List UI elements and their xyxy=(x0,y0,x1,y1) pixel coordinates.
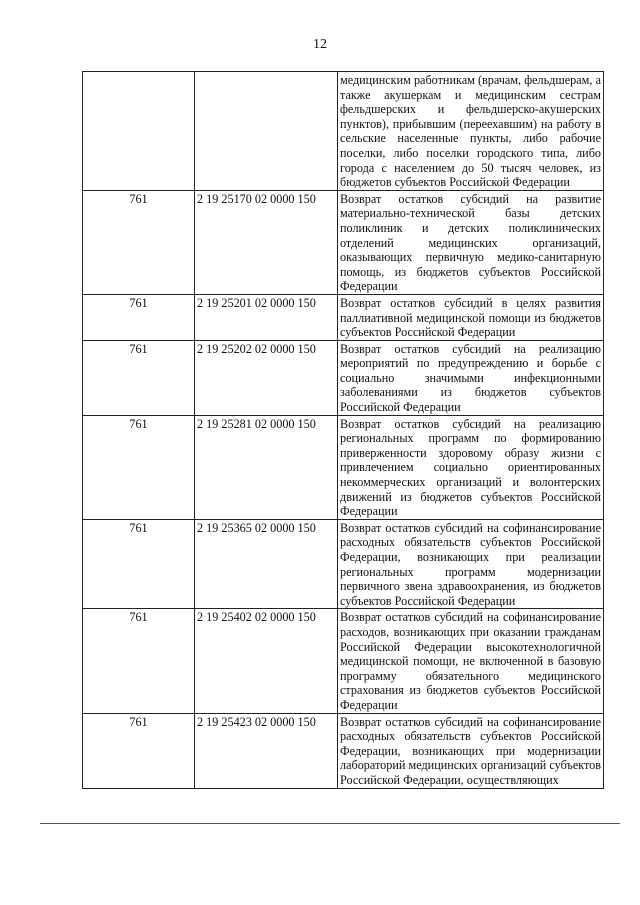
admin-code-cell: 761 xyxy=(83,713,195,788)
budget-code-cell: 2 19 25423 02 0000 150 xyxy=(195,713,338,788)
revenue-name-cell: Возврат остатков субсидий на софинансирование расходов, возникающих при оказании гражданам Российской Федерации высокотехнологичной медицинской помощи, не включенной в базовую программу обязательного медицинского страхования из бюджетов субъектов Российской Федерации xyxy=(338,609,604,713)
admin-code-cell: 761 xyxy=(83,519,195,609)
budget-code-cell: 2 19 25201 02 0000 150 xyxy=(195,294,338,340)
admin-code-cell: 761 xyxy=(83,190,195,294)
budget-codes-table xyxy=(82,71,604,789)
revenue-name-cell: Возврат остатков субсидий на реализацию мероприятий по предупреждению и борьбе с социально значимыми инфекционными заболеваниями из бюджетов субъектов Российской Федерации xyxy=(338,340,604,415)
revenue-name-cell: Возврат остатков субсидий на реализацию региональных программ по формированию приверженности здоровому образу жизни с привлечением социально ориентированных некоммерческих организаций и волонтерских движений из бюджетов субъектов Российской Федерации xyxy=(338,415,604,519)
admin-code-cell: 761 xyxy=(83,415,195,519)
revenue-name-cell: Возврат остатков субсидий на развитие материально-технической базы детских поликлиник и детских поликлинических отделений медицинских организаций, оказывающих первичную медико-санитарную помощь, из бюджетов субъектов Российской Федерации xyxy=(338,190,604,294)
budget-code-cell: 2 19 25170 02 0000 150 xyxy=(195,190,338,294)
admin-code-cell xyxy=(83,72,195,191)
table-row xyxy=(83,609,604,713)
budget-code-cell: 2 19 25281 02 0000 150 xyxy=(195,415,338,519)
table-row xyxy=(83,713,604,788)
table-row xyxy=(83,190,604,294)
admin-code-cell: 761 xyxy=(83,294,195,340)
revenue-name-cell: Возврат остатков субсидий на софинансирование расходных обязательств субъектов Российской Федерации, возникающих при модернизации лабораторий медицинских организаций субъектов Российской Федерации, осуществляющих xyxy=(338,713,604,788)
revenue-name-cell: Возврат остатков субсидий в целях развития паллиативной медицинской помощи из бюджетов субъектов Российской Федерации xyxy=(338,294,604,340)
table-row xyxy=(83,294,604,340)
budget-code-cell: 2 19 25202 02 0000 150 xyxy=(195,340,338,415)
scan-crease-line xyxy=(40,823,620,824)
table-row xyxy=(83,72,604,191)
revenue-name-cell: медицинским работникам (врачам, фельдшерам, а также акушеркам и медицинским сестрам фельдшерских и фельдшерско-акушерских пунктов), прибывшим (переехавшим) на работу в сельские населенные пункты, либо рабочие поселки, либо поселки городского типа, либо города с населением до 50 тысяч человек, из бюджетов субъектов Российской Федерации xyxy=(338,72,604,191)
page-number: 12 xyxy=(313,37,327,52)
budget-code-cell xyxy=(195,72,338,191)
budget-code-cell: 2 19 25402 02 0000 150 xyxy=(195,609,338,713)
admin-code-cell: 761 xyxy=(83,340,195,415)
table-row xyxy=(83,415,604,519)
budget-code-cell: 2 19 25365 02 0000 150 xyxy=(195,519,338,609)
admin-code-cell: 761 xyxy=(83,609,195,713)
revenue-name-cell: Возврат остатков субсидий на софинансирование расходных обязательств субъектов Российской Федерации, возникающих при реализации региональных программ модернизации первичного звена здравоохранения, из бюджетов субъектов Российской Федерации xyxy=(338,519,604,609)
table-row xyxy=(83,340,604,415)
table-row xyxy=(83,519,604,609)
